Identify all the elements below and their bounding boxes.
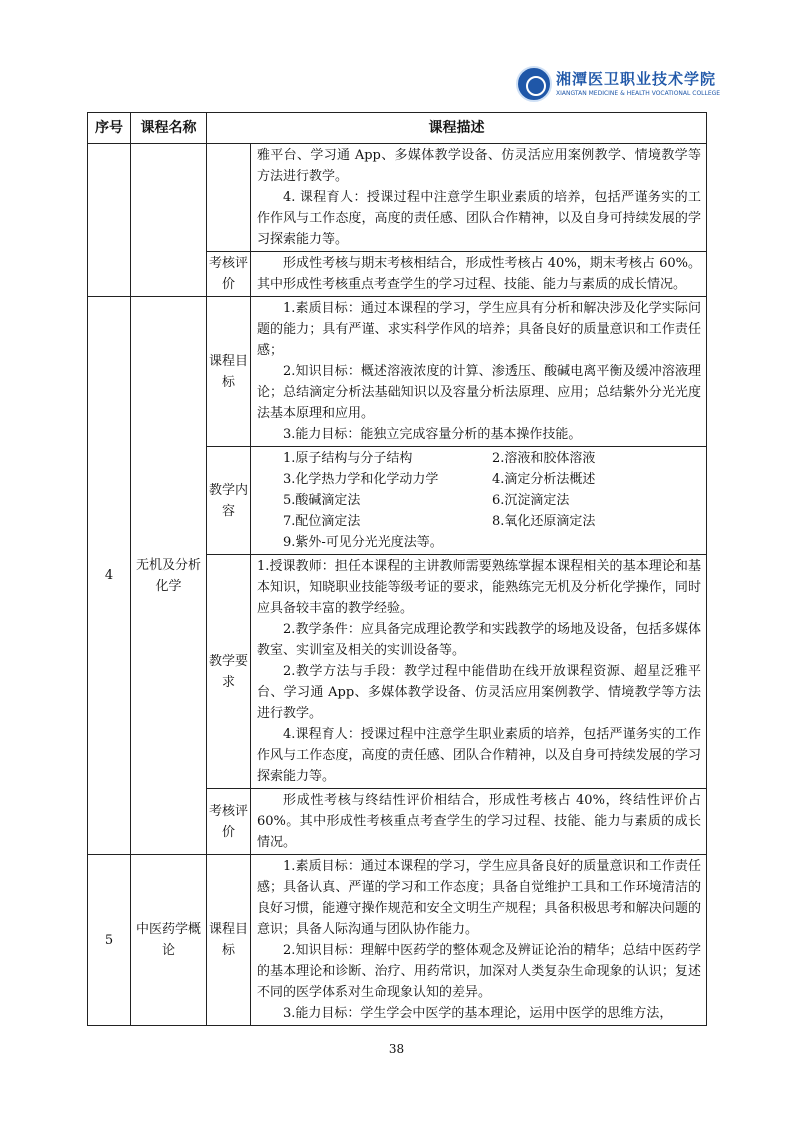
- list-item: 8.氧化还原滴定法: [492, 514, 596, 529]
- section-desc: [251, 447, 707, 555]
- list-item: 2.溶液和胶体溶液: [492, 451, 596, 466]
- list-item: 4.滴定分析法概述: [492, 472, 596, 487]
- school-emblem-icon: [516, 66, 552, 102]
- header-no: 序号: [88, 113, 131, 144]
- row-no: 5: [88, 855, 131, 1026]
- section-desc: 1.授课教师：担任本课程的主讲教师需要熟练掌握本课程相关的基本理论和基本知识，知晓职业技能等级考证的要求，能熟练完无机及分析化学操作，同时应具备较丰富的教学经验。 2.教学条件：应具备完成理论教学和实践教学的场地及设备，包括多媒体教室、实训室及相关的实训设备等。 2.教学方法与手段：教学过程中能借助在线开放课程资源、超星泛雅平台、学习通 App、多媒体教学设备、仿灵活应用案例教学、情境教学等方法进行教学。 4.课程育人：授课过程中注意学生职业素质的培养，包括严谨务实的工作作风与工作态度，高度的责任感、团队合作精神，以及自身可持续发展的学习探索能力等。: [251, 555, 707, 789]
- section-desc: 雅平台、学习通 App、多媒体教学设备、仿灵活应用案例教学、情境教学等方法进行教学。 4. 课程育人：授课过程中注意学生职业素质的培养，包括严谨务实的工作作风与工作态度，高度的责任感、团队合作精神，以及自身可持续发展的学习探索能力等。: [251, 144, 707, 252]
- school-name-en: XIANGTAN MEDICINE & HEALTH VOCATIONAL COLLEGE: [556, 90, 721, 97]
- list-item: 6.沉淀滴定法: [492, 493, 570, 508]
- row-course-name: 中医药学概论: [131, 855, 207, 1026]
- table-row: [88, 297, 707, 447]
- row-no: 4: [88, 297, 131, 855]
- table-header-row: [88, 113, 707, 144]
- table-row: [88, 144, 707, 252]
- section-label-cont: [207, 144, 251, 252]
- section-label: 考核评价: [207, 252, 251, 297]
- row-name-cont: [131, 144, 207, 297]
- section-label: 课程目标: [207, 297, 251, 447]
- list-item: 3.化学热力学和化学动力学: [283, 472, 439, 487]
- list-item: 7.配位滴定法: [283, 514, 361, 529]
- header-course-desc: 课程描述: [207, 113, 707, 144]
- table-row: [88, 855, 707, 1026]
- header-course-name: 课程名称: [131, 113, 207, 144]
- section-label: 课程目标: [207, 855, 251, 1026]
- list-item: 5.酸碱滴定法: [283, 493, 361, 508]
- section-label: 教学要求: [207, 555, 251, 789]
- section-desc: 形成性考核与终结性评价相结合，形成性考核占 40%，终结性评价占 60%。其中形成性考核重点考查学生的学习过程、技能、能力与素质的成长情况。: [251, 789, 707, 855]
- row-no-cont: [88, 144, 131, 297]
- school-logo: [516, 66, 721, 104]
- list-item: 1.原子结构与分子结构: [283, 451, 413, 466]
- content-list: [257, 448, 701, 553]
- section-desc: 形成性考核与期末考核相结合，形成性考核占 40%，期末考核占 60%。其中形成性考核重点考查学生的学习过程、技能、能力与素质的成长情况。: [251, 252, 707, 297]
- page-number: 38: [388, 1042, 405, 1056]
- course-table: [87, 112, 707, 1026]
- section-label: 考核评价: [207, 789, 251, 855]
- list-item: 9.紫外-可见分光光度法等。: [283, 535, 443, 550]
- row-course-name: 无机及分析化学: [131, 297, 207, 855]
- section-desc: 1.素质目标：通过本课程的学习，学生应具有分析和解决涉及化学实际问题的能力；具有严谨、求实科学作风的培养；具备良好的质量意识和工作责任感； 2.知识目标：概述溶液浓度的计算、渗透压、酸碱电离平衡及缓冲溶液理论；总结滴定分析法基础知识以及容量分析法原理、应用；总结紫外分光光度法基本原理和应用。 3.能力目标：能独立完成容量分析的基本操作技能。: [251, 297, 707, 447]
- school-name: 湘潭医卫职业技术学院: [556, 70, 717, 88]
- section-desc: 1.素质目标：通过本课程的学习，学生应具备良好的质量意识和工作责任感；具备认真、严谨的学习和工作态度；具备自觉维护工具和工作环境清洁的良好习惯，能遵守操作规范和安全文明生产规程；具备积极思考和解决问题的意识；具备人际沟通与团队协作能力。 2.知识目标：理解中医药学的整体观念及辨证论治的精华；总结中医药学的基本理论和诊断、治疗、用药常识，加深对人类复杂生命现象的认识；复述不同的医学体系对生命现象认知的差异。 3.能力目标：学生学会中医学的基本理论，运用中医学的思维方法，: [251, 855, 707, 1026]
- section-label: 教学内容: [207, 447, 251, 555]
